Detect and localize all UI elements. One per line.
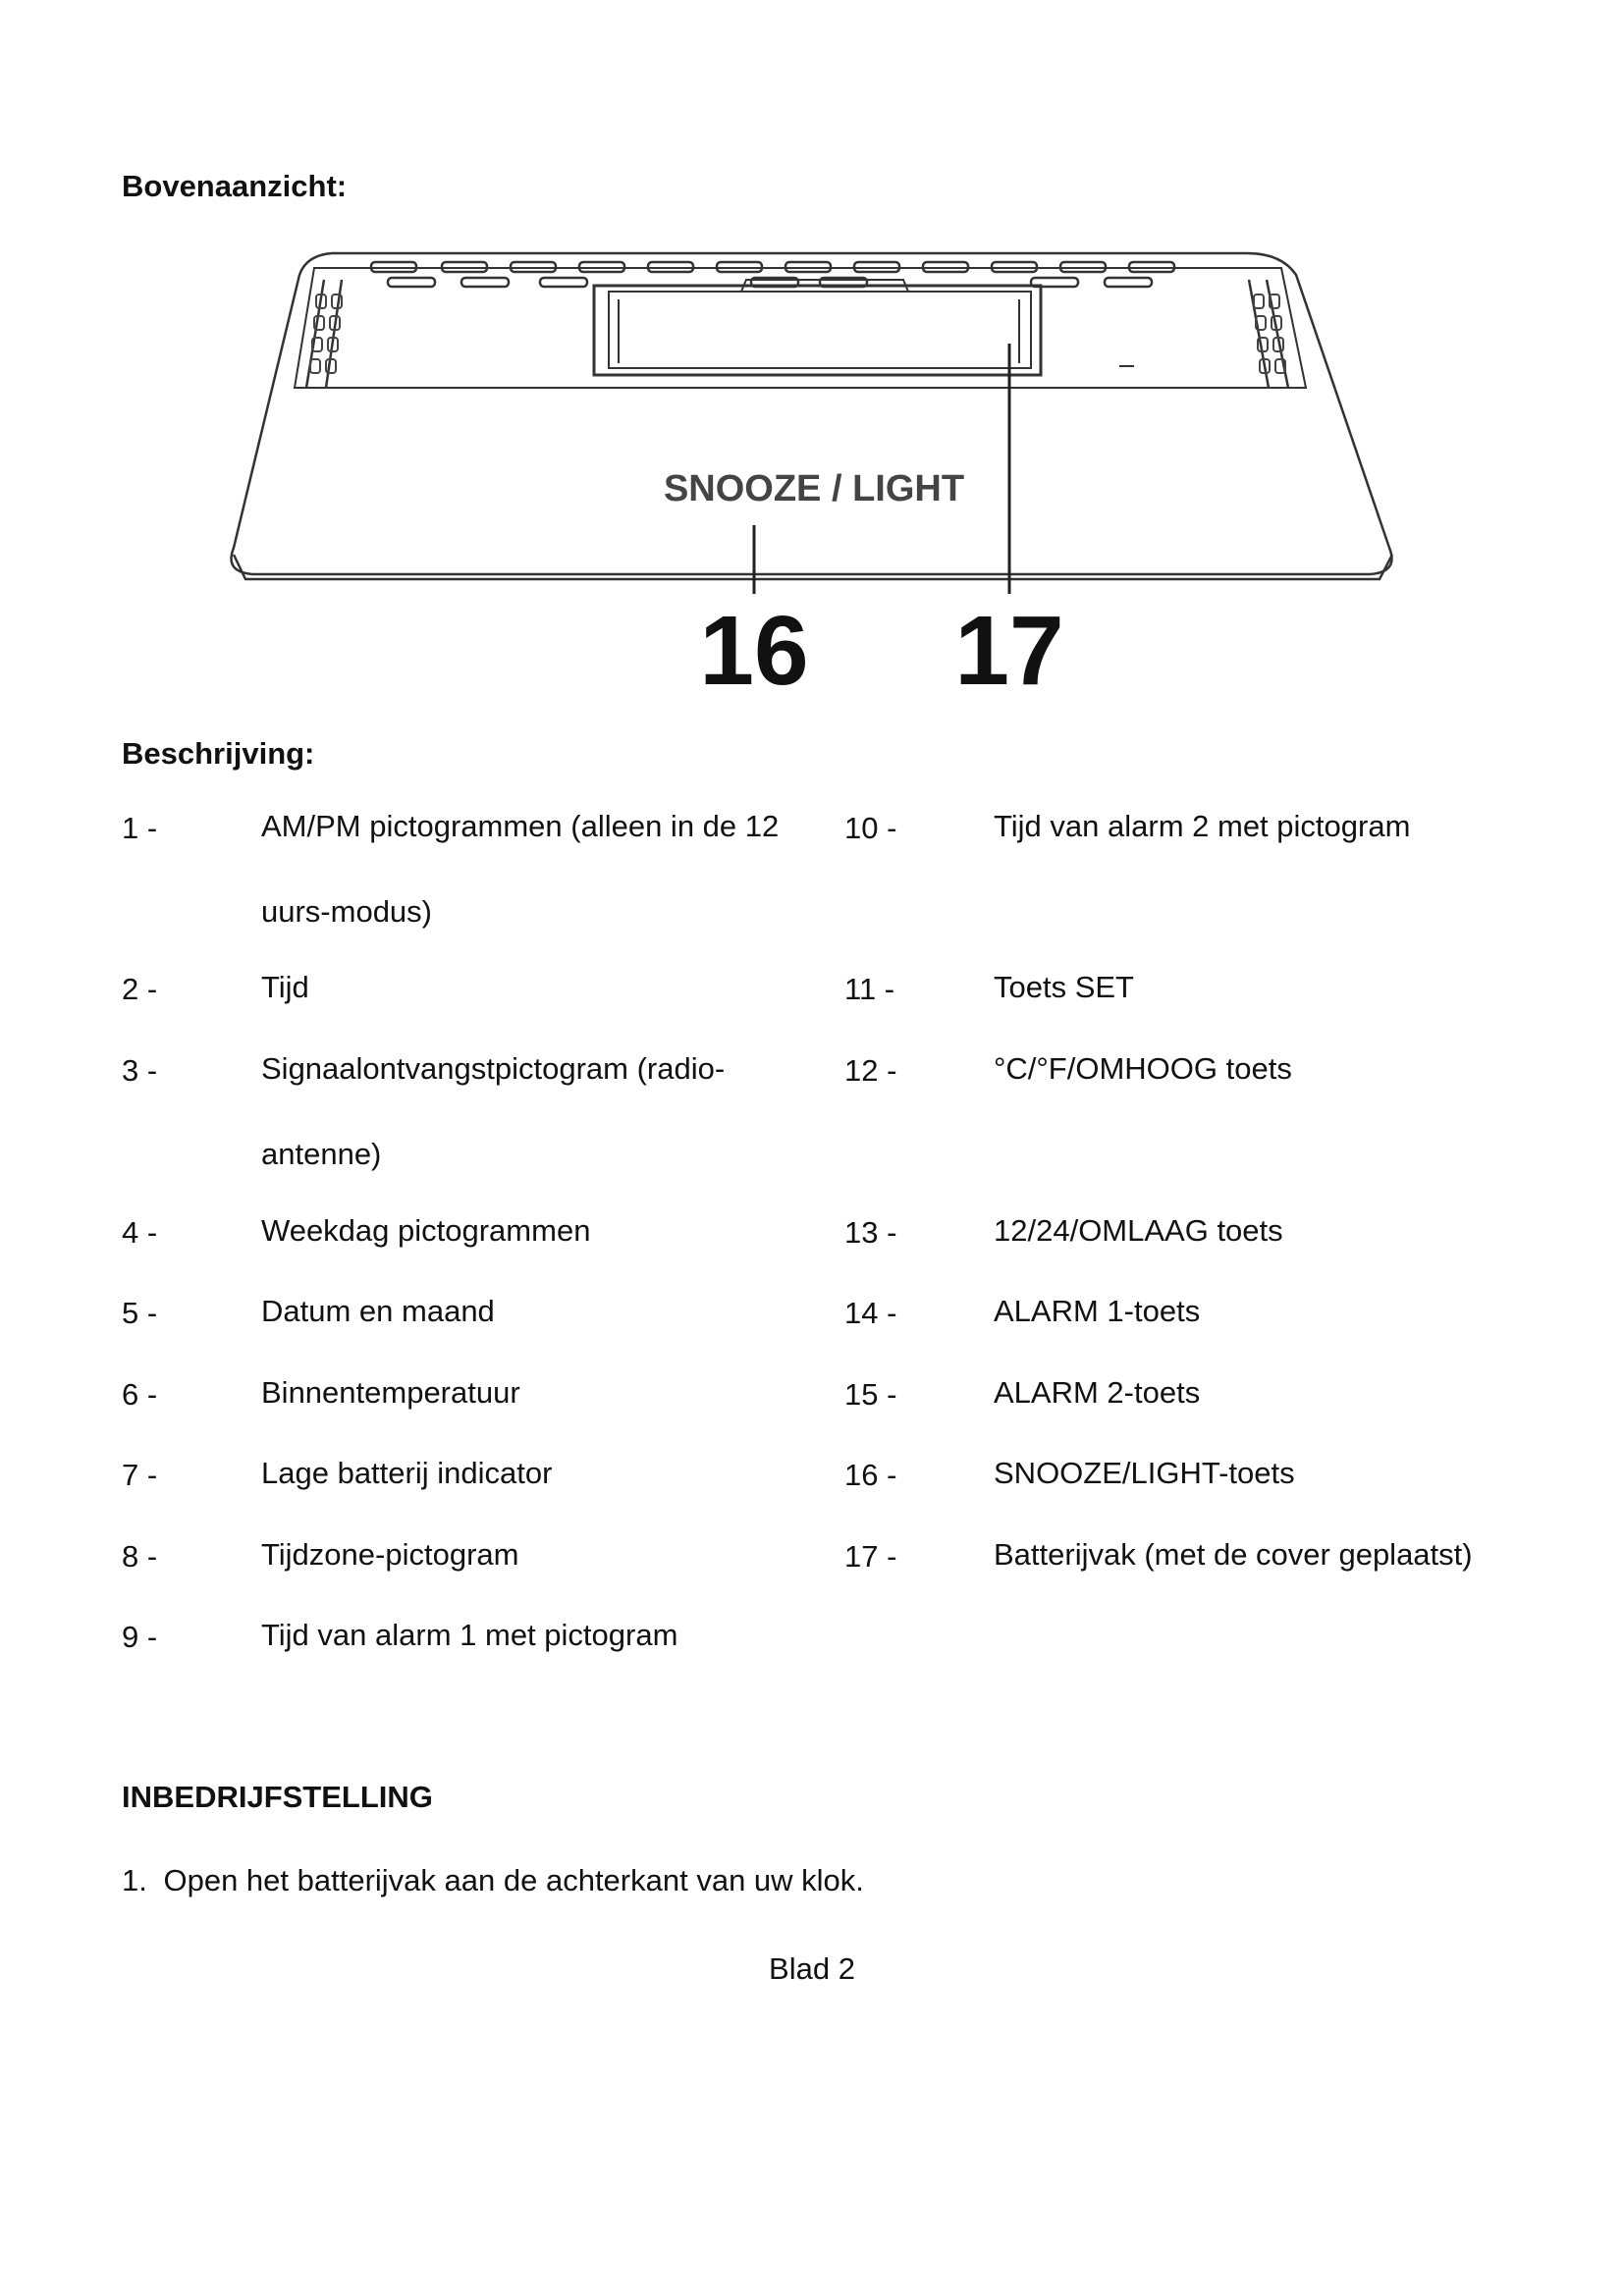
legend-text: Datum en maand — [261, 1294, 495, 1328]
legend-text: Tijd van alarm 2 met pictogram — [994, 809, 1411, 843]
legend-text: Signaalontvangstpictogram (radio-antenne) — [261, 1051, 726, 1171]
legend-text: Tijd — [261, 970, 309, 1004]
callout-16: 16 — [699, 596, 809, 702]
legend-text: Tijd van alarm 1 met pictogram — [261, 1618, 678, 1652]
description-heading: Beschrijving: — [122, 736, 315, 771]
legend-num: 12 - — [844, 1053, 897, 1088]
top-view-heading: Bovenaanzicht: — [122, 169, 348, 203]
legend-num: 8 - — [122, 1539, 158, 1574]
legend-num: 5 - — [122, 1296, 158, 1330]
legend-num: 9 - — [122, 1620, 158, 1654]
legend-text: SNOOZE/LIGHT-toets — [994, 1456, 1295, 1490]
step-text: Open het batterijvak aan de achterkant van uw klok. — [163, 1863, 864, 1897]
clock-top-view-diagram — [216, 240, 1414, 702]
legend-text: Tijdzone-pictogram — [261, 1537, 519, 1572]
legend-num: 14 - — [844, 1296, 897, 1330]
legend-num: 13 - — [844, 1215, 897, 1250]
setup-step-1 — [122, 1863, 864, 1898]
legend-num: 11 - — [844, 972, 895, 1006]
legend-num: 4 - — [122, 1215, 158, 1250]
legend-text: ALARM 1-toets — [994, 1294, 1201, 1328]
legend-num: 15 - — [844, 1377, 897, 1412]
legend-text: ALARM 2-toets — [994, 1375, 1201, 1410]
legend-text: Batterijvak (met de cover geplaatst) — [994, 1537, 1473, 1572]
legend-num: 6 - — [122, 1377, 158, 1412]
legend-num: 2 - — [122, 972, 158, 1006]
legend-num: 10 - — [844, 811, 897, 845]
legend-num: 17 - — [844, 1539, 897, 1574]
legend-text: °C/°F/OMHOOG toets — [994, 1051, 1292, 1086]
legend-num: 3 - — [122, 1053, 158, 1088]
snooze-light-label: SNOOZE / LIGHT — [663, 468, 965, 509]
legend-num: 16 - — [844, 1458, 897, 1492]
legend-num: 7 - — [122, 1458, 158, 1492]
page-number: Blad 2 — [769, 1951, 855, 1986]
legend-text: Toets SET — [994, 970, 1134, 1004]
legend-text: Lage batterij indicator — [261, 1456, 553, 1490]
legend-text: Weekdag pictogrammen — [261, 1213, 591, 1248]
legend-text: Binnentemperatuur — [261, 1375, 520, 1410]
legend-text: 12/24/OMLAAG toets — [994, 1213, 1283, 1248]
step-number: 1. — [122, 1863, 147, 1897]
callout-17: 17 — [954, 596, 1064, 702]
legend-text: AM/PM pictogrammen (alleen in de 12 uurs-modus) — [261, 809, 780, 929]
setup-heading: INBEDRIJFSTELLING — [122, 1780, 433, 1814]
legend-num: 1 - — [122, 811, 158, 845]
